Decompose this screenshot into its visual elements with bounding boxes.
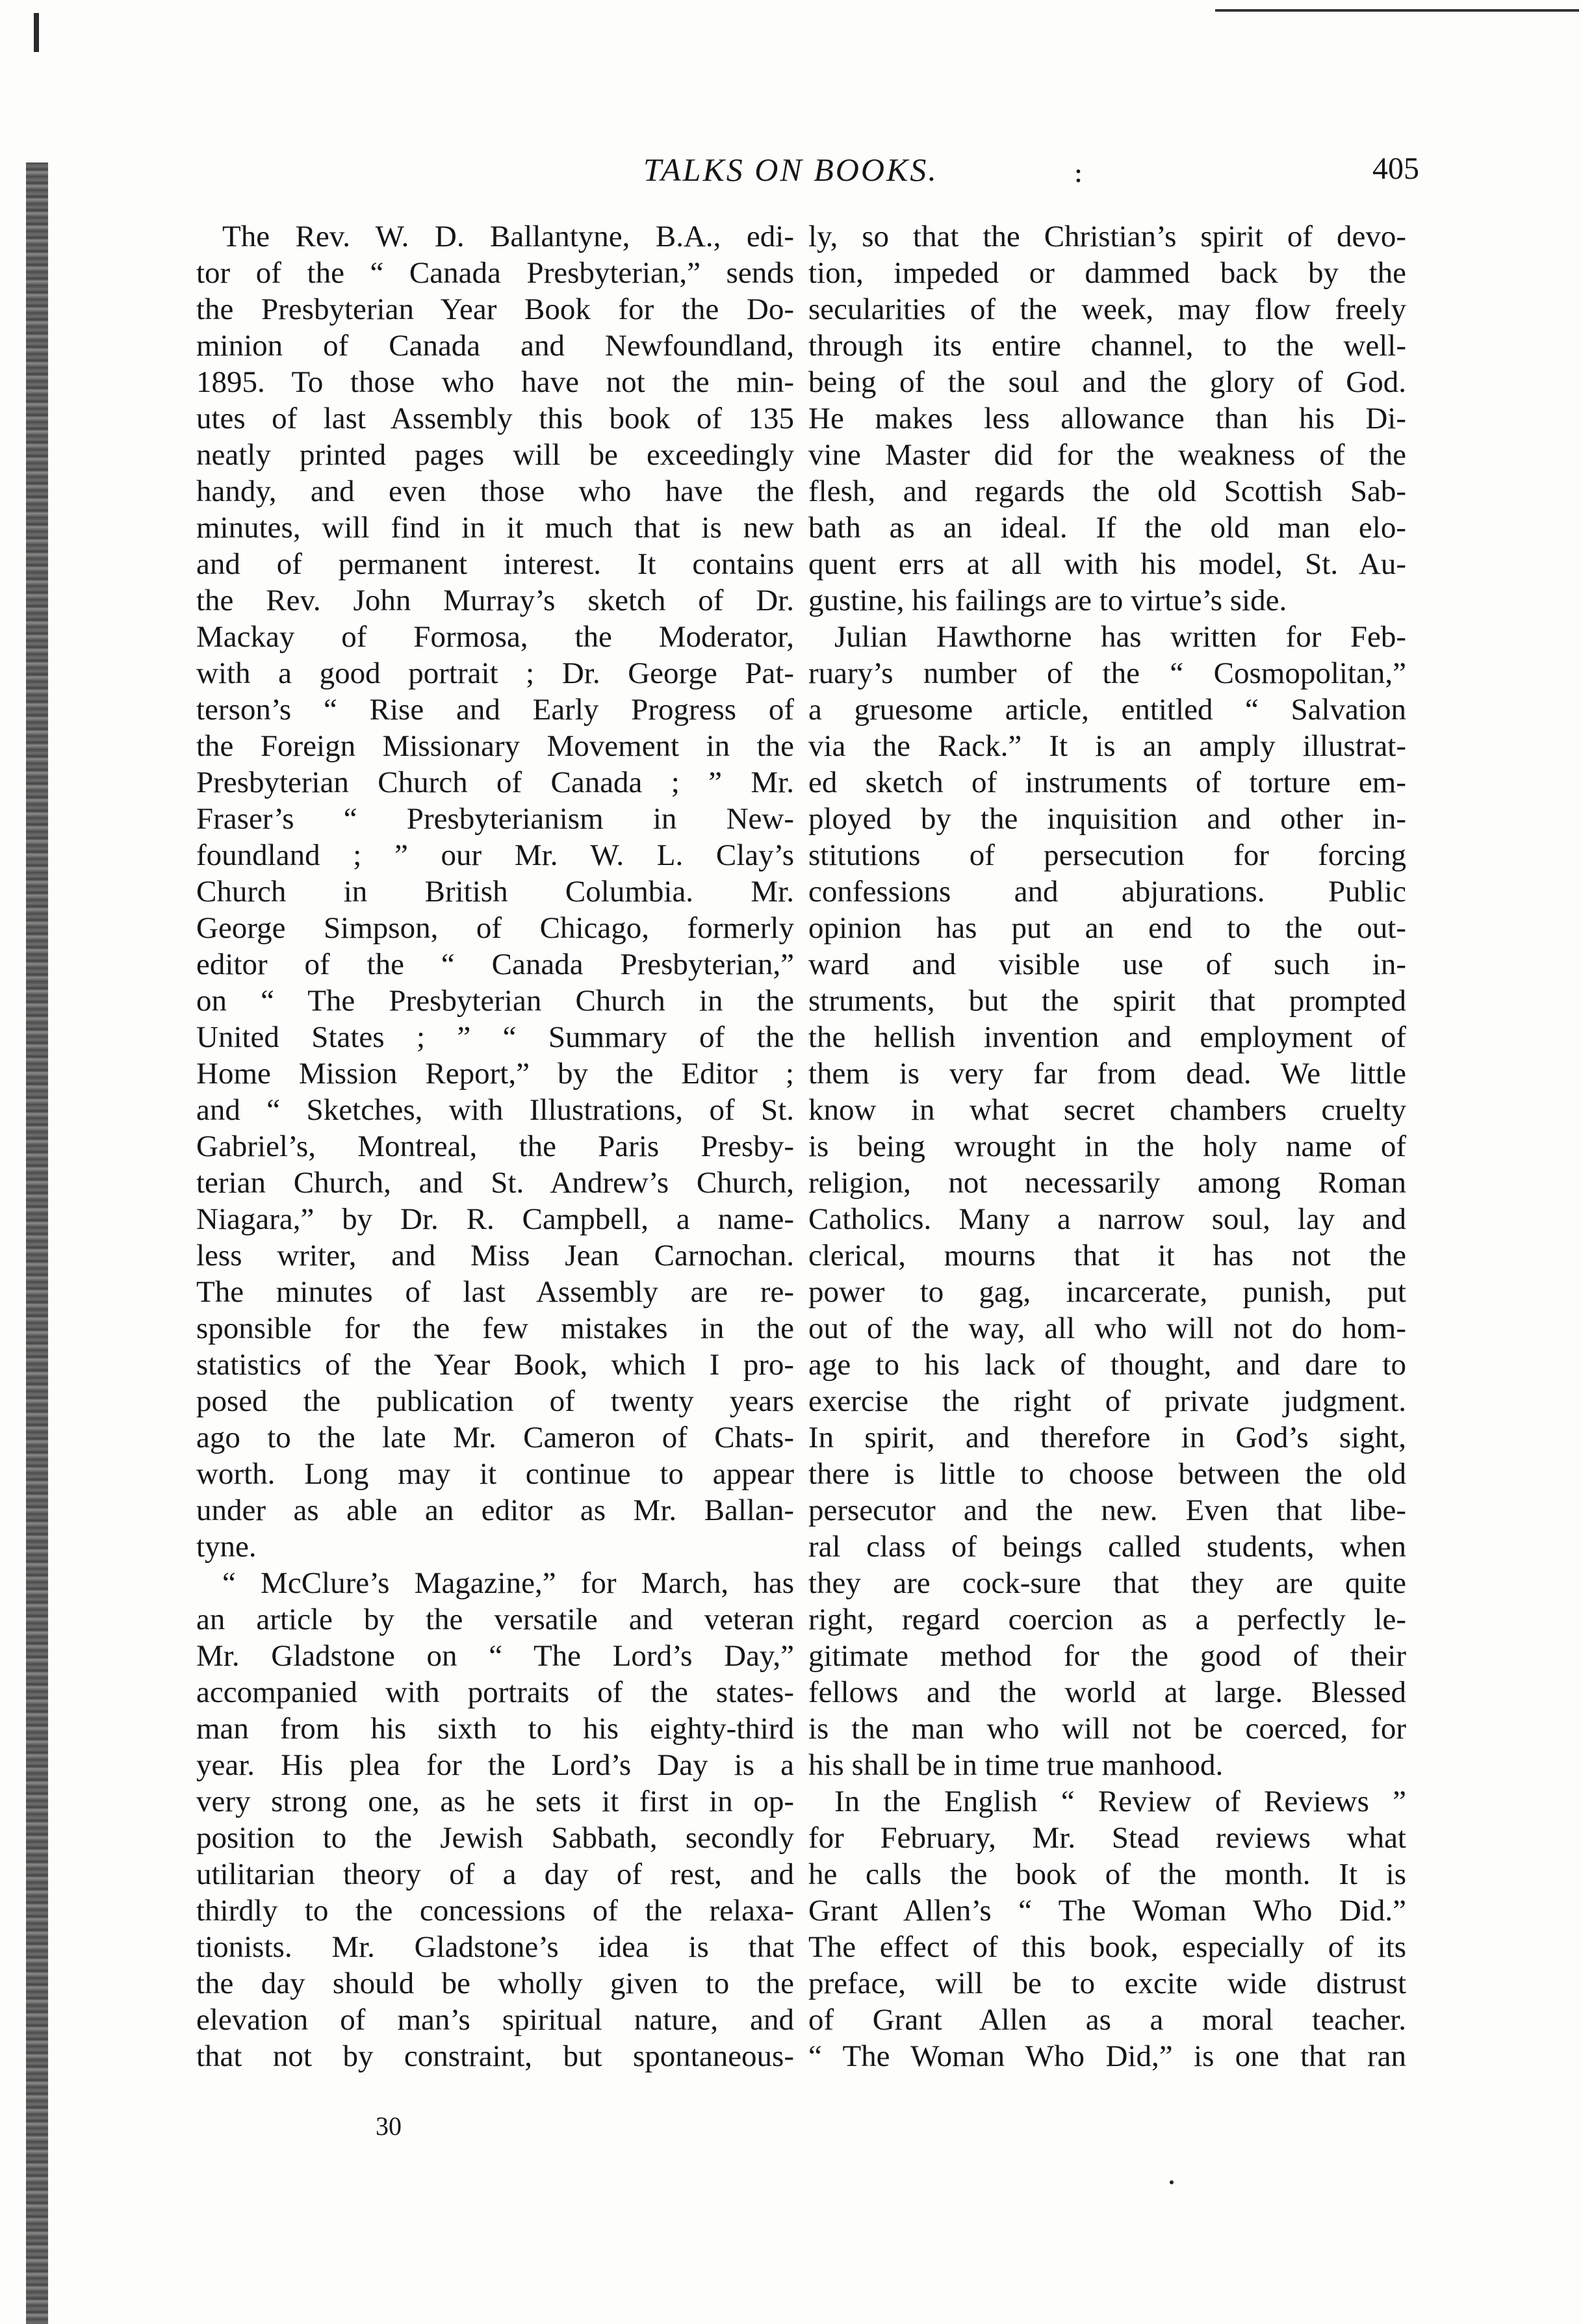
right-column-text-line: is being wrought in the holy name of bbox=[808, 1130, 1406, 1163]
left-column-text-line: posed the publication of twenty years bbox=[196, 1384, 794, 1418]
running-head bbox=[0, 151, 1581, 196]
right-column-text-line: secularities of the week, may flow freely bbox=[808, 292, 1406, 326]
left-column-text-line: less writer, and Miss Jean Carnochan. bbox=[196, 1239, 794, 1272]
left-column-text-line: the Foreign Missionary Movement in the bbox=[196, 729, 794, 763]
left-column-text-line: utes of last Assembly this book of 135 bbox=[196, 402, 794, 435]
left-column-text-line: neatly printed pages will be exceedingly bbox=[196, 438, 794, 472]
left-column-text-line: terian Church, and St. Andrew’s Church, bbox=[196, 1166, 794, 1200]
left-column-text-line: the day should be wholly given to the bbox=[196, 1967, 794, 2000]
left-column-text-line: and of permanent interest. It contains bbox=[196, 547, 794, 581]
left-column-text-line: The minutes of last Assembly are re- bbox=[196, 1275, 794, 1309]
left-column-text-line: utilitarian theory of a day of rest, and bbox=[196, 1857, 794, 1891]
left-column-text-line: Mr. Gladstone on “ The Lord’s Day,” bbox=[196, 1639, 794, 1673]
left-column-text-line: under as able an editor as Mr. Ballan- bbox=[196, 1493, 794, 1527]
left-column-text-line: Niagara,” by Dr. R. Campbell, a name- bbox=[196, 1202, 794, 1236]
right-column-text-line: Catholics. Many a narrow soul, lay and bbox=[808, 1202, 1406, 1236]
left-column-text-line: accompanied with portraits of the states- bbox=[196, 1675, 794, 1709]
right-column-text-line: He makes less allowance than his Di- bbox=[808, 402, 1406, 435]
left-column-text-line: terson’s “ Rise and Early Progress of bbox=[196, 693, 794, 727]
left-column-text-line: and “ Sketches, with Illustrations, of St. bbox=[196, 1093, 794, 1127]
left-column-text-line: editor of the “ Canada Presbyterian,” bbox=[196, 948, 794, 981]
right-column-text-line: for February, Mr. Stead reviews what bbox=[808, 1821, 1406, 1855]
right-column-text-line: ed sketch of instruments of torture em- bbox=[808, 766, 1406, 799]
right-column-text-line: ly, so that the Christian’s spirit of devo- bbox=[808, 220, 1406, 253]
left-column-text-line: tionists. Mr. Gladstone’s idea is that bbox=[196, 1930, 794, 1964]
left-column-text-line: thirdly to the concessions of the relaxa- bbox=[196, 1894, 794, 1928]
right-column-text-line: exercise the right of private judgment. bbox=[808, 1384, 1406, 1418]
right-column-text-line: of Grant Allen as a moral teacher. bbox=[808, 2003, 1406, 2037]
left-column-text-line: statistics of the Year Book, which I pro- bbox=[196, 1348, 794, 1382]
left-column-text-line: worth. Long may it continue to appear bbox=[196, 1457, 794, 1491]
right-column-text-line: The effect of this book, especially of its bbox=[808, 1930, 1406, 1964]
right-column-text-line: confessions and abjurations. Public bbox=[808, 875, 1406, 909]
right-column-text-line: religion, not necessarily among Roman bbox=[808, 1166, 1406, 1200]
left-column-text-line: Home Mission Report,” by the Editor ; bbox=[196, 1057, 794, 1091]
right-column-text-line: clerical, mourns that it has not the bbox=[808, 1239, 1406, 1272]
right-column-text-line: age to his lack of thought, and dare to bbox=[808, 1348, 1406, 1382]
right-column-text-line: via the Rack.” It is an amply illustrat- bbox=[808, 729, 1406, 763]
right-column-text-line: ruary’s number of the “ Cosmopolitan,” bbox=[808, 656, 1406, 690]
left-column-text-line: on “ The Presbyterian Church in the bbox=[196, 984, 794, 1018]
right-column bbox=[808, 218, 1406, 2074]
left-column-text-line: Gabriel’s, Montreal, the Paris Presby- bbox=[196, 1130, 794, 1163]
right-column-text-line: a gruesome article, entitled “ Salvation bbox=[808, 693, 1406, 727]
left-column-text-line: minutes, will find in it much that is new bbox=[196, 511, 794, 545]
left-column-text-line: Fraser’s “ Presbyterianism in New- bbox=[196, 802, 794, 836]
right-column-text-line: bath as an ideal. If the old man elo- bbox=[808, 511, 1406, 545]
left-column-text-line: an article by the versatile and veteran bbox=[196, 1603, 794, 1636]
binding-edge bbox=[26, 162, 48, 2324]
right-column-text-line: power to gag, incarcerate, punish, put bbox=[808, 1275, 1406, 1309]
top-rule bbox=[1215, 9, 1579, 12]
right-column-text-line: flesh, and regards the old Scottish Sab- bbox=[808, 474, 1406, 508]
right-column-text-line: ployed by the inquisition and other in- bbox=[808, 802, 1406, 836]
right-column-text-line: there is little to choose between the old bbox=[808, 1457, 1406, 1491]
signature-mark: 30 bbox=[376, 2111, 402, 2141]
left-column-text-line: position to the Jewish Sabbath, secondly bbox=[196, 1821, 794, 1855]
left-column-text-line: Church in British Columbia. Mr. bbox=[196, 875, 794, 909]
left-column-text-line: year. His plea for the Lord’s Day is a bbox=[196, 1748, 794, 1782]
left-column-text-line: handy, and even those who have the bbox=[196, 474, 794, 508]
right-column-text-line: tion, impeded or dammed back by the bbox=[808, 256, 1406, 290]
colon-mark: : bbox=[1073, 156, 1083, 189]
left-column-text-line: George Simpson, of Chicago, formerly bbox=[196, 911, 794, 945]
right-column-text-line: gustine, his failings are to virtue’s side. bbox=[808, 584, 1287, 617]
running-title: TALKS ON BOOKS. bbox=[643, 151, 938, 188]
right-column-text-line: gitimate method for the good of their bbox=[808, 1639, 1406, 1673]
left-column-text-line: United States ; ” “ Summary of the bbox=[196, 1020, 794, 1054]
right-column-text-line: out of the way, all who will not do hom- bbox=[808, 1311, 1406, 1345]
right-column-text-line: fellows and the world at large. Blessed bbox=[808, 1675, 1406, 1709]
right-column-text-line: through its entire channel, to the well- bbox=[808, 329, 1406, 363]
right-column-text-line: persecutor and the new. Even that libe- bbox=[808, 1493, 1406, 1527]
left-column-text-line: foundland ; ” our Mr. W. L. Clay’s bbox=[196, 838, 794, 872]
right-column-text-line: his shall be in time true manhood. bbox=[808, 1748, 1224, 1782]
left-column-text-line: with a good portrait ; Dr. George Pat- bbox=[196, 656, 794, 690]
left-column-text-line: 1895. To those who have not the min- bbox=[196, 365, 794, 399]
right-column-text-line: struments, but the spirit that prompted bbox=[808, 984, 1406, 1018]
left-column-text-line: minion of Canada and Newfoundland, bbox=[196, 329, 794, 363]
left-column-text-line: Mackay of Formosa, the Moderator, bbox=[196, 620, 794, 654]
left-column-text-line: that not by constraint, but spontaneous- bbox=[196, 2039, 794, 2073]
left-column-text-line: Presbyterian Church of Canada ; ” Mr. bbox=[196, 766, 794, 799]
page-number: 405 bbox=[1372, 151, 1419, 186]
left-column-text-line: tor of the “ Canada Presbyterian,” sends bbox=[196, 256, 794, 290]
right-column-text-line: In spirit, and therefore in God’s sight, bbox=[808, 1421, 1406, 1454]
right-column-text-line: they are cock-sure that they are quite bbox=[808, 1566, 1406, 1600]
left-column-text-line: “ McClure’s Magazine,” for March, has bbox=[222, 1566, 794, 1600]
left-column-text-line: the Presbyterian Year Book for the Do- bbox=[196, 292, 794, 326]
left-column-text-line: the Rev. John Murray’s sketch of Dr. bbox=[196, 584, 794, 617]
right-column-text-line: opinion has put an end to the out- bbox=[808, 911, 1406, 945]
right-column-text-line: right, regard coercion as a perfectly le- bbox=[808, 1603, 1406, 1636]
left-column-text-line: elevation of man’s spiritual nature, and bbox=[196, 2003, 794, 2037]
left-column bbox=[196, 218, 794, 2074]
right-column-text-line: ward and visible use of such in- bbox=[808, 948, 1406, 981]
right-column-text-line: is the man who will not be coerced, for bbox=[808, 1712, 1406, 1746]
left-column-text-line: tyne. bbox=[196, 1530, 257, 1564]
right-column-text-line: know in what secret chambers cruelty bbox=[808, 1093, 1406, 1127]
right-column-text-line: Julian Hawthorne has written for Feb- bbox=[834, 620, 1406, 654]
right-column-text-line: “ The Woman Who Did,” is one that ran bbox=[808, 2039, 1406, 2073]
right-column-text-line: being of the soul and the glory of God. bbox=[808, 365, 1406, 399]
right-column-text-line: stitutions of persecution for forcing bbox=[808, 838, 1406, 872]
right-column-text-line: he calls the book of the month. It is bbox=[808, 1857, 1406, 1891]
left-column-text-line: sponsible for the few mistakes in the bbox=[196, 1311, 794, 1345]
right-column-text-line: ral class of beings called students, when bbox=[808, 1530, 1406, 1564]
left-column-text-line: The Rev. W. D. Ballantyne, B.A., edi- bbox=[222, 220, 794, 253]
right-column-text-line: them is very far from dead. We little bbox=[808, 1057, 1406, 1091]
left-column-text-line: man from his sixth to his eighty-third bbox=[196, 1712, 794, 1746]
right-column-text-line: In the English “ Review of Reviews ” bbox=[834, 1785, 1406, 1818]
left-column-text-line: very strong one, as he sets it first in op- bbox=[196, 1785, 794, 1818]
left-column-text-line: ago to the late Mr. Cameron of Chats- bbox=[196, 1421, 794, 1454]
speck-mark bbox=[1170, 2180, 1174, 2184]
right-column-text-line: Grant Allen’s “ The Woman Who Did.” bbox=[808, 1894, 1406, 1928]
right-column-text-line: the hellish invention and employment of bbox=[808, 1020, 1406, 1054]
right-column-text-line: quent errs at all with his model, St. Au- bbox=[808, 547, 1406, 581]
binding-mark bbox=[34, 13, 39, 52]
right-column-text-line: preface, will be to excite wide distrust bbox=[808, 1967, 1406, 2000]
right-column-text-line: vine Master did for the weakness of the bbox=[808, 438, 1406, 472]
